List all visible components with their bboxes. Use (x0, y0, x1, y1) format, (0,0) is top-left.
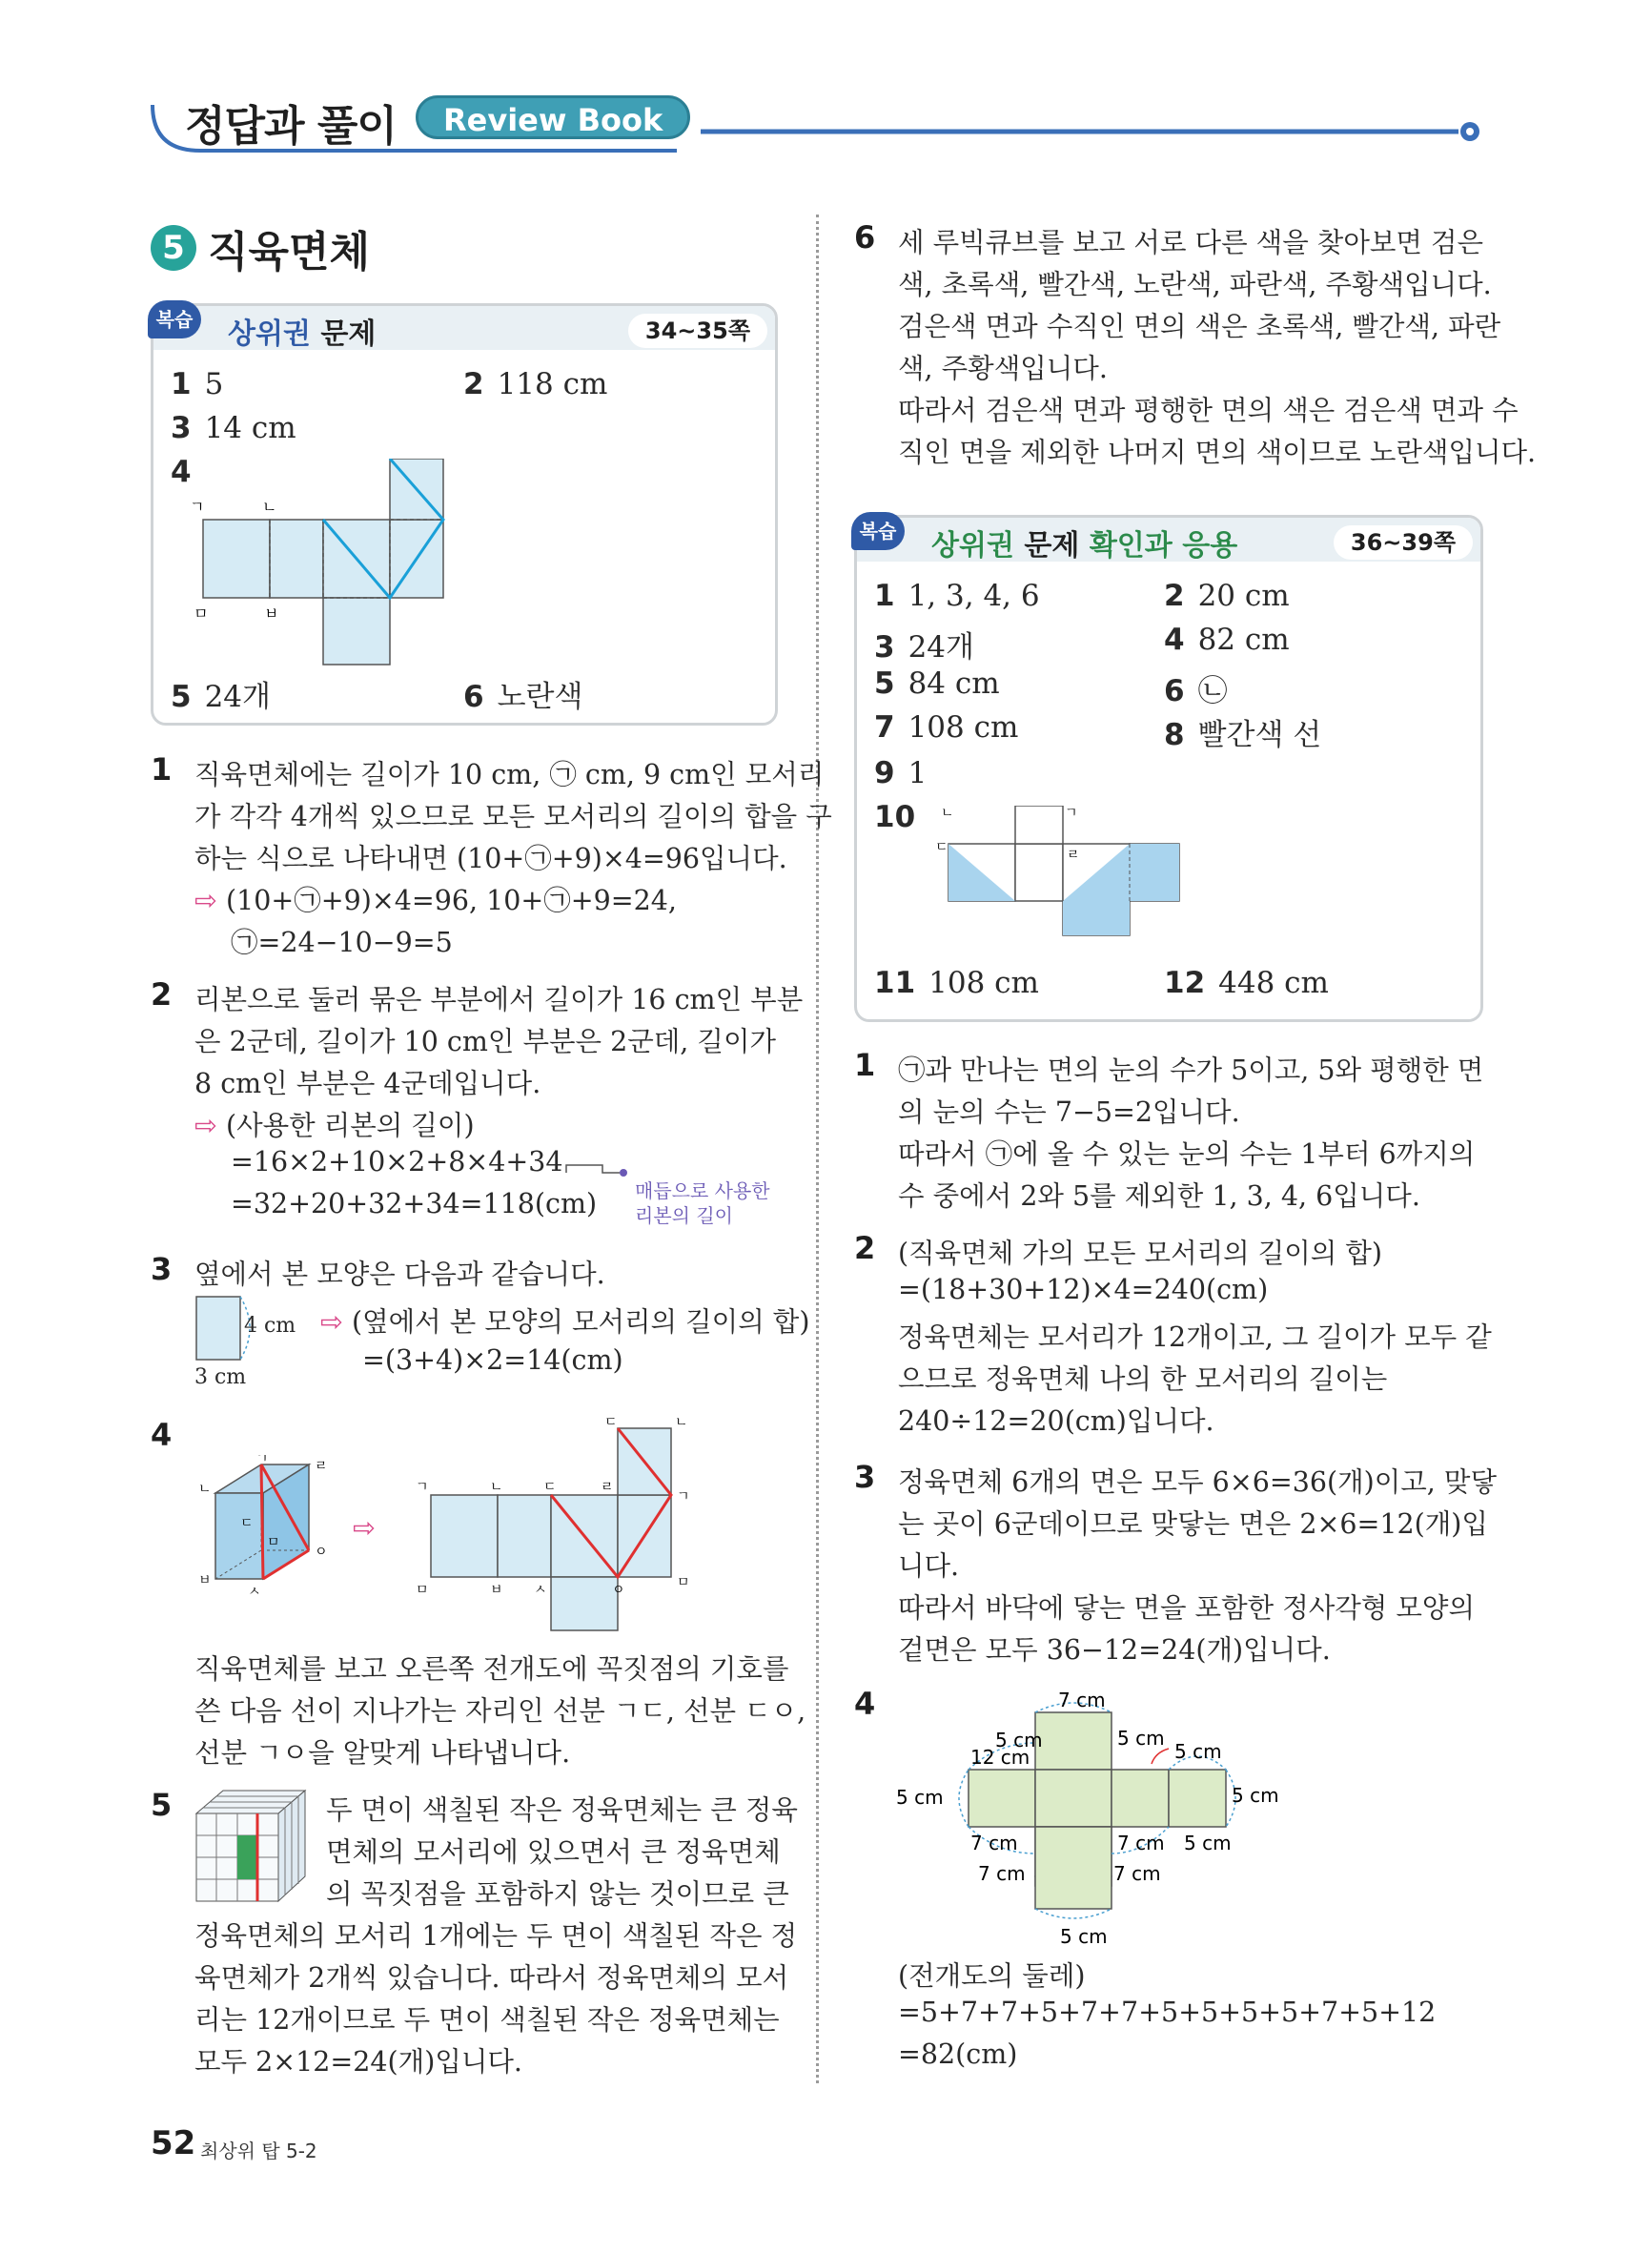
svg-text:12 cm: 12 cm (970, 1746, 1030, 1769)
svg-text:ㅁ: ㅁ (194, 604, 209, 623)
solution-line: 직육면체에는 길이가 10 cm, ㉠ cm, 9 cm인 모서리 (194, 759, 825, 790)
solution-line: (전개도의 둘레) (898, 1960, 1086, 1992)
solution-line: =32+20+32+34=118(cm) (231, 1188, 598, 1219)
bottom-label: 3 cm (194, 1365, 247, 1389)
svg-text:ㅂ: ㅂ (490, 1583, 503, 1598)
solution-line: 니다. (898, 1550, 960, 1582)
svg-text:ㄴ: ㄴ (198, 1482, 212, 1497)
svg-text:5 cm: 5 cm (1174, 1740, 1222, 1763)
solution-line: 면체의 모서리에 있으면서 큰 정육면체 (326, 1836, 781, 1868)
solution-line: 은 2군데, 길이가 10 cm인 부분은 2군데, 길이가 (194, 1026, 777, 1057)
solution-line: 검은색 면과 수직인 면의 색은 초록색, 빨간색, 파란 (898, 311, 1501, 342)
solution-line: 의 꼭짓점을 포함하지 않는 것이므로 큰 (326, 1878, 789, 1910)
svg-text:ㅂ: ㅂ (264, 604, 279, 623)
answer-item: 4 (171, 455, 192, 489)
answer-net-diagram (182, 459, 468, 668)
cuboid-diagram (191, 1455, 343, 1598)
solution-line: 두 면이 색칠된 작은 정육면체는 큰 정육 (326, 1794, 798, 1826)
svg-text:5 cm: 5 cm (995, 1729, 1043, 1751)
book-title: 최상위 탑 5-2 (200, 2140, 317, 2162)
svg-text:7 cm: 7 cm (1058, 1689, 1106, 1711)
cuboid-net-diagram (410, 1415, 705, 1634)
svg-text:ㅁ: ㅁ (416, 1583, 429, 1598)
answer-item: 11 108 cm (874, 966, 1039, 1000)
note-pointer (564, 1161, 631, 1196)
cross-net-diagram (892, 1686, 1293, 1953)
review-badge: 복습 (851, 512, 905, 550)
solution-arrow: ⇨ (353, 1512, 376, 1544)
svg-text:ㄴ: ㄴ (675, 1415, 688, 1430)
svg-text:ㄱ: ㄱ (677, 1489, 690, 1505)
solution-line: 육면체가 2개씩 있습니다. 따라서 정육면체의 모서 (194, 1962, 789, 1994)
answer-item: 5 84 cm (874, 666, 1000, 701)
answer-item: 3 24개 (874, 630, 974, 665)
svg-text:ㄹ: ㄹ (315, 1459, 328, 1474)
svg-text:ㅇ: ㅇ (315, 1545, 328, 1560)
note-text: 리본의 길이 (635, 1204, 733, 1227)
svg-text:5 cm: 5 cm (1184, 1832, 1232, 1854)
solution-line: 옆에서 본 모양은 다음과 같습니다. (194, 1259, 605, 1290)
svg-text:5 cm: 5 cm (1232, 1784, 1279, 1807)
svg-text:ㅁ: ㅁ (677, 1575, 690, 1590)
answer-item: 8 빨간색 선 (1164, 718, 1322, 752)
page-range: 36~39쪽 (1334, 525, 1473, 560)
solution-line: 쓴 다음 선이 지나가는 자리인 선분 ㄱㄷ, 선분 ㄷㅇ, (194, 1695, 806, 1727)
svg-text:7 cm: 7 cm (1117, 1832, 1165, 1854)
svg-text:ㅁ: ㅁ (267, 1535, 280, 1550)
answer-box-title: 상위권 문제 확인과 응용 (931, 529, 1238, 563)
column-divider (816, 215, 819, 2083)
solution-line: =(3+4)×2=14(cm) (362, 1344, 623, 1376)
svg-text:5 cm: 5 cm (1117, 1727, 1165, 1750)
solution-line: 가 각각 4개씩 있으므로 모든 모서리의 길이의 합을 구 (194, 801, 832, 832)
svg-text:ㄱ: ㄱ (416, 1480, 429, 1495)
solution-line: 8 cm인 부분은 4군데입니다. (194, 1068, 541, 1099)
solution-line: 따라서 검은색 면과 평행한 면의 색은 검은색 면과 수 (898, 395, 1519, 426)
solution-line: 색, 주황색입니다. (898, 353, 1108, 384)
solution-number: 2 (151, 976, 173, 1013)
svg-text:7 cm: 7 cm (970, 1832, 1018, 1854)
solution-line: 수 중에서 2와 5를 제외한 1, 3, 4, 6입니다. (898, 1180, 1420, 1212)
svg-text:5 cm: 5 cm (896, 1786, 944, 1809)
answer-box-34-35 (151, 303, 778, 726)
svg-text:ㄱ: ㄱ (255, 1455, 269, 1466)
svg-text:ㄹ: ㄹ (601, 1480, 614, 1495)
section-title: 직육면체 (208, 228, 371, 277)
solution-number: 4 (151, 1417, 173, 1453)
answer-item: 4 82 cm (1164, 623, 1290, 657)
svg-text:7 cm: 7 cm (1113, 1862, 1161, 1885)
header-badge: Review Book (416, 95, 690, 139)
answer-item: 9 1 (874, 756, 928, 790)
review-badge: 복습 (148, 300, 201, 338)
solution-line: ㉠과 만나는 면의 눈의 수가 5이고, 5와 평행한 면 (898, 1055, 1484, 1086)
solution-line: 따라서 ㉠에 올 수 있는 눈의 수는 1부터 6까지의 (898, 1138, 1476, 1170)
header-title: 정답과 풀이 (185, 102, 397, 151)
svg-text:ㄴ: ㄴ (941, 806, 954, 821)
solution-line: =5+7+7+5+7+7+5+5+5+5+7+5+12 (898, 1997, 1437, 2028)
svg-text:ㄱ: ㄱ (1065, 806, 1078, 821)
solution-line: 정육면체 6개의 면은 모두 6×6=36(개)이고, 맞닿 (898, 1466, 1497, 1498)
answer-item: 2 118 cm (463, 367, 608, 401)
solution-line: 240÷12=20(cm)입니다. (898, 1405, 1214, 1437)
solution-line: 으므로 정육면체 나의 한 모서리의 길이는 (898, 1363, 1388, 1395)
svg-text:ㅇ: ㅇ (612, 1583, 625, 1598)
answer-item: 10 (874, 800, 916, 834)
solution-line: 겉면은 모두 36−12=24(개)입니다. (898, 1634, 1331, 1666)
answer-box-title: 상위권 문제 (228, 317, 377, 351)
answer-item: 6 ㉡ (1164, 674, 1228, 708)
solution-line: 모두 2×12=24(개)입니다. (194, 2046, 522, 2078)
answer-net-diagram-10 (924, 806, 1229, 958)
solution-number: 1 (854, 1047, 876, 1083)
answer-item: 3 14 cm (171, 411, 296, 445)
solution-line: 선분 ㄱㅇ을 알맞게 나타냅니다. (194, 1737, 571, 1769)
section-number: 5 (151, 225, 196, 271)
svg-text:ㅅ: ㅅ (534, 1583, 547, 1598)
rubik-cube-diagram (191, 1785, 313, 1907)
solution-line: 는 곳이 6군데이므로 맞닿는 면은 2×6=12(개)입 (898, 1508, 1488, 1540)
solution-line: 의 눈의 수는 7−5=2입니다. (898, 1096, 1240, 1128)
solution-line: 직육면체를 보고 오른쪽 전개도에 꼭짓점의 기호를 (194, 1653, 789, 1685)
solution-line: (직육면체 가의 모든 모서리의 길이의 합) (898, 1238, 1383, 1269)
page-range: 34~35쪽 (628, 314, 767, 348)
answer-box-36-39 (854, 515, 1483, 1022)
answer-item: 1 5 (171, 367, 224, 401)
answer-item: 2 20 cm (1164, 579, 1290, 613)
solution-line: ⇨ (10+㉠+9)×4=96, 10+㉠+9=24, (194, 885, 677, 916)
solution-line: 하는 식으로 나타내면 (10+㉠+9)×4=96입니다. (194, 843, 787, 874)
solution-number: 3 (854, 1459, 876, 1495)
solution-number: 2 (854, 1230, 876, 1266)
solution-line: 직인 면을 제외한 나머지 면의 색이므로 노란색입니다. (898, 437, 1537, 468)
solution-number: 3 (151, 1251, 173, 1287)
solution-line: 세 루빅큐브를 보고 서로 다른 색을 찾아보면 검은 (898, 227, 1484, 258)
solution-line: ⇨ (옆에서 본 모양의 모서리의 길이의 합) (320, 1306, 810, 1338)
answer-item: 7 108 cm (874, 710, 1019, 745)
solution-line: 색, 초록색, 빨간색, 노란색, 파란색, 주황색입니다. (898, 269, 1492, 300)
solution-number: 1 (151, 751, 173, 788)
side-label: 4 cm (244, 1314, 296, 1338)
solution-line: 따라서 바닥에 닿는 면을 포함한 정사각형 모양의 (898, 1592, 1475, 1624)
solution-line: =(18+30+12)×4=240(cm) (898, 1274, 1269, 1305)
svg-text:ㅂ: ㅂ (198, 1573, 212, 1588)
answer-item: 12 448 cm (1164, 966, 1329, 1000)
note-text: 매듭으로 사용한 (635, 1179, 770, 1202)
svg-text:ㄱ: ㄱ (190, 498, 205, 516)
svg-text:ㄷ: ㄷ (240, 1516, 254, 1531)
svg-text:ㄷ: ㄷ (604, 1415, 618, 1430)
solution-line: ㉠=24−10−9=5 (231, 927, 453, 958)
solution-line: ⇨ (사용한 리본의 길이) (194, 1110, 475, 1141)
answer-item: 6 노란색 (463, 680, 583, 714)
answer-item: 5 24개 (171, 680, 271, 714)
solution-number: 5 (151, 1787, 173, 1823)
solution-number: 6 (854, 219, 876, 256)
solution-line: =82(cm) (898, 2038, 1018, 2070)
svg-text:ㄹ: ㄹ (1067, 848, 1080, 863)
svg-text:ㄴ: ㄴ (490, 1480, 503, 1495)
page-number: 52 (151, 2124, 196, 2162)
svg-text:ㄷ: ㄷ (935, 840, 948, 855)
svg-text:ㄴ: ㄴ (262, 498, 277, 516)
solution-line: 리는 12개이므로 두 면이 색칠된 작은 정육면체는 (194, 2004, 780, 2036)
svg-text:ㅅ: ㅅ (248, 1585, 261, 1598)
answer-item: 1 1, 3, 4, 6 (874, 579, 1040, 613)
svg-text:7 cm: 7 cm (978, 1862, 1026, 1885)
solution-line: 정육면체는 모서리가 12개이고, 그 길이가 모두 같 (898, 1321, 1492, 1353)
solution-line: 정육면체의 모서리 1개에는 두 면이 색칠된 작은 정 (194, 1920, 798, 1952)
svg-text:5 cm: 5 cm (1060, 1925, 1108, 1948)
solution-line: 리본으로 둘러 묶은 부분에서 길이가 16 cm인 부분 (194, 984, 804, 1015)
solution-number: 4 (854, 1686, 876, 1722)
solution-line: =16×2+10×2+8×4+34 (231, 1146, 563, 1178)
svg-text:ㄷ: ㄷ (543, 1480, 557, 1495)
